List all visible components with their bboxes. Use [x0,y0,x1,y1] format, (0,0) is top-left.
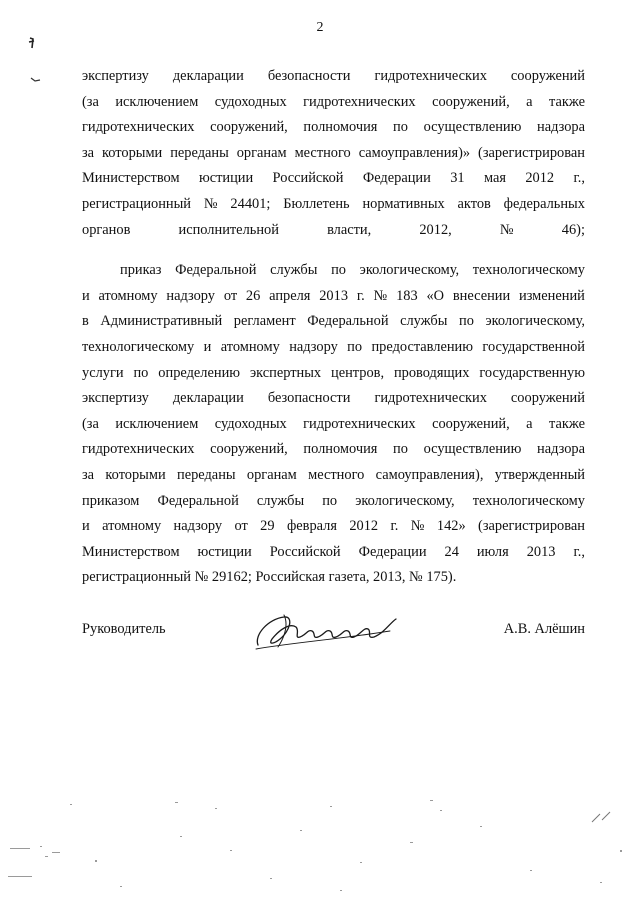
text-word: проводящих [393,364,470,381]
text-word: сооружений [510,68,585,84]
text-word: гидротехнических [82,119,195,136]
text-word: по [459,313,474,330]
text-word: атомному [220,338,280,355]
text-word: (зарегистрирован [478,518,585,535]
text-word: экспертизу [82,68,149,84]
text-word: Административный [100,313,223,330]
text-word: по [133,364,149,381]
text-word: переданы [177,466,236,483]
text-word: гидротехнических [374,390,487,407]
text-line [82,335,585,361]
text-word: от [223,287,238,304]
text-word: сооружений, [210,119,288,136]
text-word: 2012 [349,518,379,535]
text-word: Бюллетень [283,195,350,212]
scan-artifact-mark [30,76,42,84]
text-word: № [373,287,388,304]
text-line [82,514,585,540]
text-word: определению [158,364,241,381]
scan-artifact-mark [28,36,36,50]
text-word: сооружений, [432,93,510,110]
text-line [82,258,585,284]
text-word: самоуправления), [375,466,484,483]
text-word: Российской [272,170,344,187]
text-word: надзору [289,338,338,355]
text-word: г. [356,287,365,304]
text-word: мая [483,170,506,187]
text-word: технологическому [472,262,585,279]
text-word: № [410,518,425,535]
text-word: г. [390,518,399,535]
text-word: 2012, [419,221,452,238]
text-word: приказ [120,262,162,279]
text-line [82,284,585,310]
text-word: (зарегистрирован [478,144,585,161]
text-line [82,141,585,167]
text-word: Федерации [362,170,431,187]
text-word: 29 [260,518,275,535]
text-word: безопасности [267,68,351,84]
text-word: по [322,492,338,509]
text-word: надзору [173,518,223,535]
text-line [82,540,585,566]
text-word: регистрационный [82,195,191,212]
text-word: изменений [519,287,585,304]
text-word: Российской [269,543,341,560]
text-word: экспертных [249,364,322,381]
text-word: экологическому, [359,262,460,279]
text-word: Федеральной [175,262,257,279]
text-line [82,218,585,244]
text-word: технологическому [82,338,195,355]
text-word: 2013 [526,543,556,560]
text-line [82,412,585,438]
text-word: власти, [327,221,372,238]
text-line [82,115,585,141]
text-word: г., [573,543,585,560]
text-word: 2012 [525,170,555,187]
text-word: от [234,518,248,535]
text-word: самоуправления)» [358,144,471,161]
text-word: 2013 [319,287,349,304]
text-word: услуги [82,364,124,381]
text-line [82,361,585,387]
text-word: июля [476,543,509,560]
text-word: в [82,313,89,330]
text-word: органов [82,221,131,238]
text-word: Федеральной [157,492,239,509]
signatory-title: Руководитель [82,621,166,637]
text-word: сооружений, [432,415,510,432]
text-word: 31 [450,170,465,187]
text-word: местного [308,466,365,483]
text-line [82,437,585,463]
scan-noise [0,790,640,900]
text-word: 183 [396,287,418,304]
text-word: и [203,338,212,355]
text-word: Министерством [82,170,180,187]
text-line [82,309,585,335]
text-word: предоставлению [371,338,474,355]
text-word: а [526,93,533,110]
text-word: № [499,221,514,238]
text-word: также [548,93,585,110]
text-word: 26 [245,287,261,304]
text-word: атомному [102,518,162,535]
text-word: по [331,262,346,279]
text-word: атомному [98,287,158,304]
text-word: центров, [331,364,385,381]
signature-block [82,613,585,653]
text-word: осуществлению [423,441,522,458]
text-line [82,386,585,412]
text-word: утвержденный [494,466,585,483]
text-word: Федерации [358,543,427,560]
text-word: также [548,415,585,432]
text-word: декларации [172,390,244,407]
page-number: 2 [316,20,324,35]
text-word: гидротехнических [303,415,416,432]
text-word: приказом [82,492,140,509]
text-line [82,489,585,515]
text-word: местного [294,144,351,161]
text-word: службы [400,313,448,330]
text-word: исполнительной [178,221,279,238]
text-word: юстиции [198,170,254,187]
text-word: экологическому, [485,313,585,330]
text-word: по [393,441,408,458]
text-line [82,90,585,116]
signatory-name: А.В. Алёшин [503,621,585,637]
text-line [82,64,585,90]
text-line [82,463,585,489]
text-word: которыми [102,144,163,161]
text-word: исключением [115,93,199,110]
text-word: Федеральной [307,313,389,330]
text-word: по [347,338,363,355]
text-word: сооружений [510,390,585,407]
text-word: органам [236,144,287,161]
text-word: исключением [115,415,199,432]
text-word: по [393,119,408,136]
text-word: № [203,195,218,212]
text-word: нормативных [362,195,445,212]
text-word: органам [246,466,297,483]
text-word: экспертизу [82,390,149,407]
text-word: переданы [170,144,229,161]
text-word: 24401; [230,195,271,212]
text-line [82,192,585,218]
text-line [82,565,585,591]
text-word: за [82,144,95,161]
text-word: регламент [233,313,296,330]
text-word: (за [82,93,99,110]
document-body [82,64,585,591]
text-word: судоходных [214,415,287,432]
paragraph [82,64,585,243]
text-word: государственной [482,338,585,355]
text-word: Министерством [82,543,180,560]
text-word: гидротехнических [303,93,416,110]
text-word: сооружений, [210,441,288,458]
text-word: и [82,518,90,535]
text-word: а [526,415,533,432]
text-word: полномочия [303,119,378,136]
text-word: 46); [561,221,585,238]
paragraph-gap [82,243,585,258]
text-word: службы [270,262,318,279]
text-word: «О [426,287,445,304]
text-word: г., [573,170,585,187]
text-word: регистрационный № 29162; Российская газета, 2013, № 175). [82,569,457,586]
text-word: экологическому, [355,492,455,509]
text-word: юстиции [197,543,252,560]
text-word: гидротехнических [82,441,195,458]
text-line [82,166,585,192]
text-word: внесении [452,287,511,304]
text-word: апреля [269,287,311,304]
text-word: технологическому [472,492,585,509]
text-word: безопасности [267,390,351,407]
text-word: (за [82,415,99,432]
text-word: 142» [436,518,466,535]
handwritten-signature [250,609,400,653]
text-word: осуществлению [423,119,522,136]
paragraph [82,258,585,591]
text-word: 24 [444,543,459,560]
text-word: декларации [172,68,244,84]
text-word: гидротехнических [374,68,487,84]
text-word: за [82,466,95,483]
text-word: судоходных [214,93,287,110]
text-word: актов [457,195,491,212]
text-word: полномочия [303,441,378,458]
text-word: которыми [105,466,166,483]
text-word: февраля [286,518,337,535]
text-word: надзора [537,441,585,458]
text-word: надзора [537,119,585,136]
text-word: федеральных [503,195,585,212]
text-word: надзору [166,287,215,304]
text-word: государственную [479,364,585,381]
text-word: и [82,287,90,304]
text-word: службы [256,492,305,509]
